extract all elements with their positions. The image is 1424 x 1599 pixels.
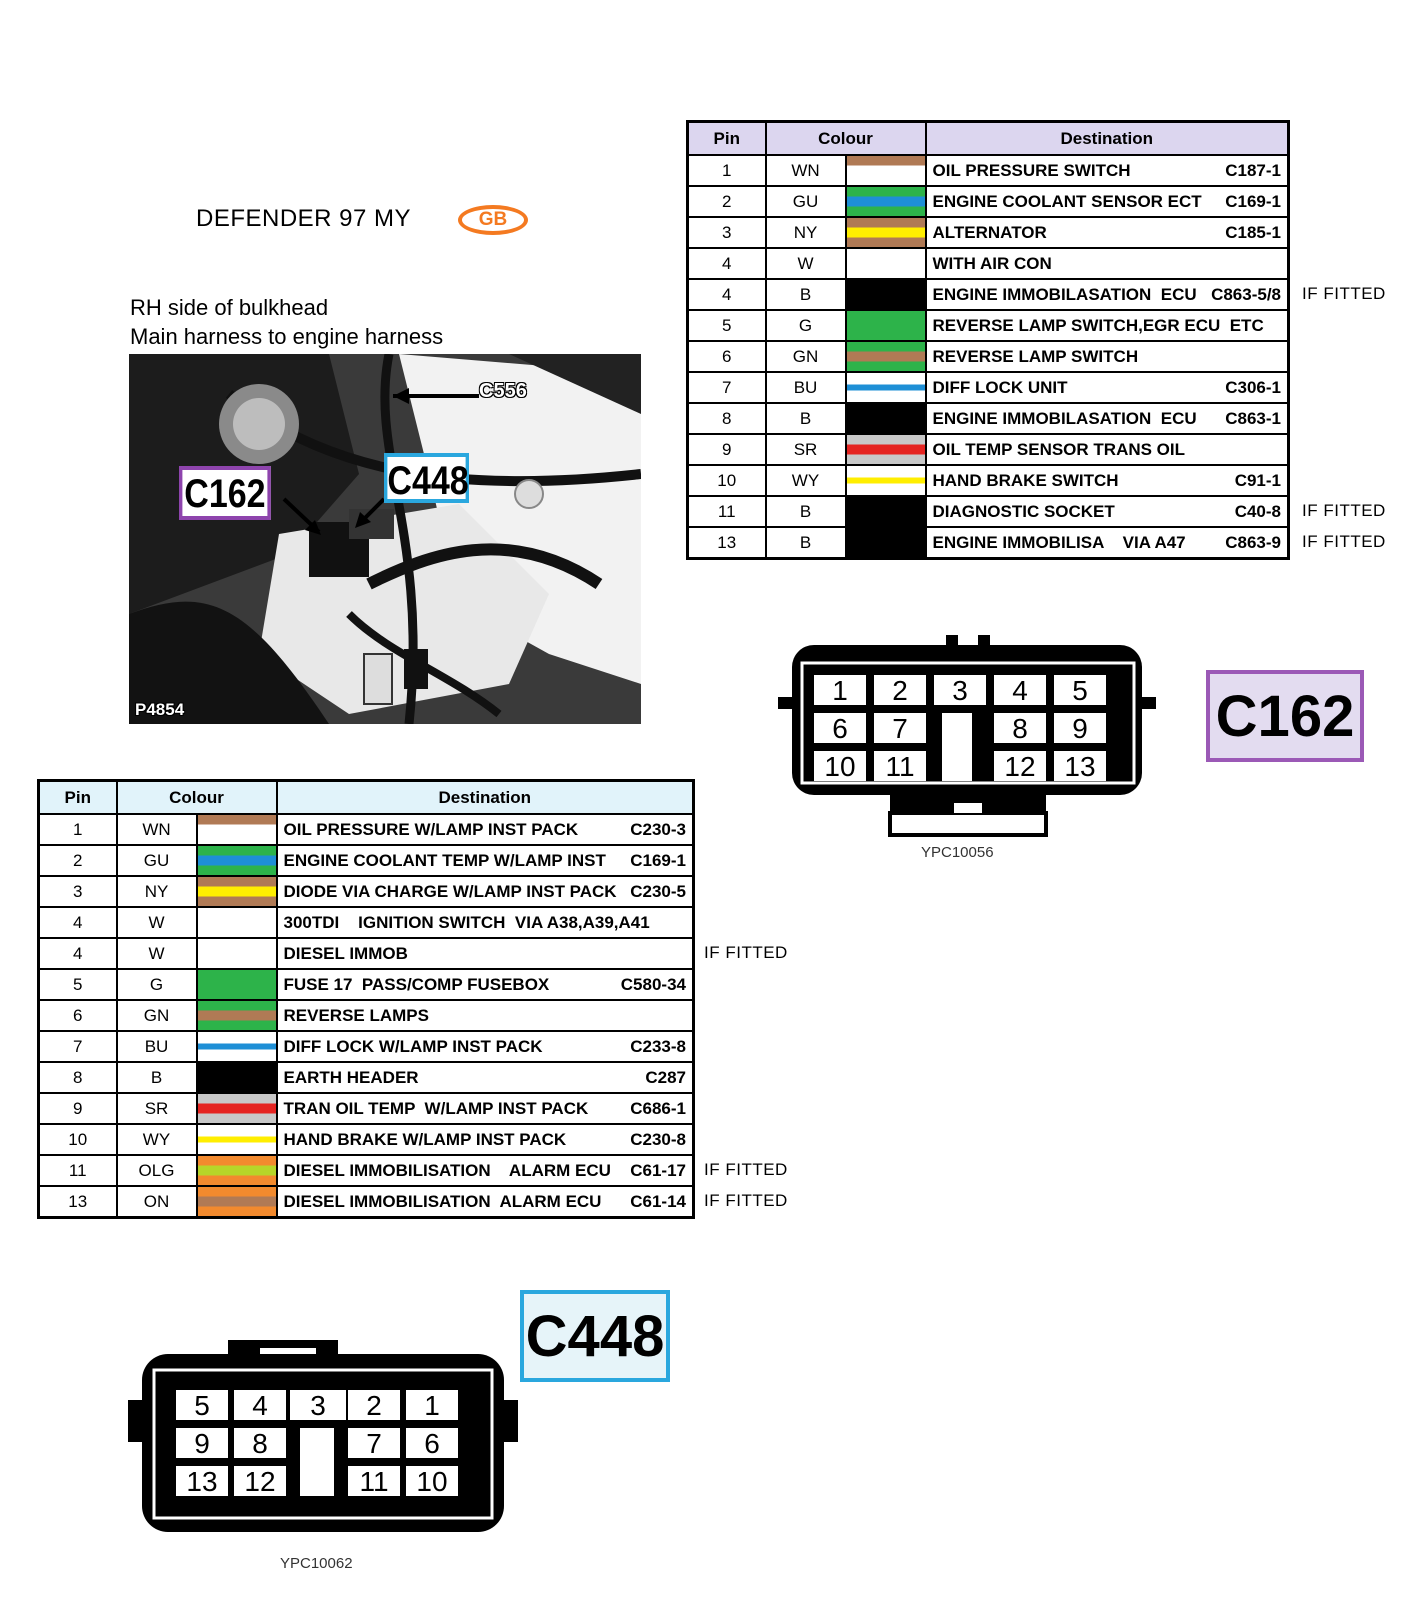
table-row <box>688 465 1289 496</box>
pin-header: Pin <box>39 781 117 815</box>
destination-text: WITH AIR CON <box>932 253 1052 273</box>
destination-text: DIAGNOSTIC SOCKET <box>932 501 1115 521</box>
table-row <box>39 969 694 1000</box>
pin-number: 6 <box>39 1000 117 1031</box>
pin-number: 4 <box>39 907 117 938</box>
table-row <box>688 403 1289 434</box>
wire-colour-code: GN <box>117 1000 197 1031</box>
connector-pin-number: 4 <box>252 1390 268 1421</box>
wire-colour-code: W <box>766 248 846 279</box>
destination-cell <box>926 310 1289 341</box>
connector-pin-number: 12 <box>1004 751 1036 782</box>
c162-pin-table <box>686 120 1290 560</box>
destination-cell <box>277 1155 694 1186</box>
destination-text: FUSE 17 PASS/COMP FUSEBOX <box>283 974 550 994</box>
destination-connector-ref: C187-1 <box>1225 160 1281 180</box>
table-row <box>39 845 694 876</box>
connector-pin-number: 6 <box>424 1428 440 1459</box>
table-row <box>688 186 1289 217</box>
pin-number: 8 <box>39 1062 117 1093</box>
destination-text: EARTH HEADER <box>283 1067 419 1087</box>
table-row <box>688 496 1289 527</box>
destination-cell <box>277 907 694 938</box>
wire-colour-code: ON <box>117 1186 197 1218</box>
destination-connector-ref: C61-17 <box>630 1160 686 1180</box>
connector-pin-number: 8 <box>1012 713 1028 744</box>
pin-number: 13 <box>688 527 766 559</box>
destination-cell <box>277 1093 694 1124</box>
wire-colour-code: WY <box>766 465 846 496</box>
pin-number: 9 <box>39 1093 117 1124</box>
wire-colour-code: G <box>117 969 197 1000</box>
destination-cell <box>277 938 694 969</box>
wire-colour-code: B <box>766 496 846 527</box>
wire-colour-swatch <box>197 1186 277 1218</box>
connector-pin-number: 11 <box>885 751 915 782</box>
wire-colour-swatch <box>197 1155 277 1186</box>
wire-colour-code: W <box>117 938 197 969</box>
connector-pin-number: 7 <box>892 713 908 744</box>
destination-cell <box>277 969 694 1000</box>
pin-number: 10 <box>39 1124 117 1155</box>
c162-part-number: YPC10056 <box>921 844 994 861</box>
wire-colour-code: B <box>766 403 846 434</box>
table-row <box>688 217 1289 248</box>
pin-number: 7 <box>39 1031 117 1062</box>
c448-center-slot <box>300 1428 334 1496</box>
destination-connector-ref: C233-8 <box>630 1036 686 1056</box>
connector-pin-number: 9 <box>194 1428 210 1459</box>
wire-colour-swatch <box>197 969 277 1000</box>
connector-pin-number: 1 <box>424 1390 440 1421</box>
pin-number: 7 <box>688 372 766 403</box>
wire-colour-code: WN <box>766 155 846 186</box>
wire-colour-swatch <box>197 876 277 907</box>
location-line-2: Main harness to engine harness <box>130 324 444 349</box>
destination-connector-ref: C863-1 <box>1225 408 1281 428</box>
wire-colour-code: BU <box>117 1031 197 1062</box>
destination-cell <box>277 814 694 845</box>
destination-connector-ref: C287 <box>645 1067 686 1087</box>
table-row <box>688 248 1289 279</box>
destination-text: DIESEL IMMOBILISATION ALARM ECU <box>283 1160 611 1180</box>
destination-cell <box>277 1062 694 1093</box>
wire-colour-code: BU <box>766 372 846 403</box>
c448-connector-face <box>128 1340 518 1550</box>
connector-pin-number: 8 <box>252 1428 268 1459</box>
destination-cell <box>277 845 694 876</box>
connector-pin-number: 10 <box>416 1466 448 1497</box>
connector-pin-number: 13 <box>1064 751 1096 782</box>
table-row <box>688 310 1289 341</box>
destination-text: ALTERNATOR <box>932 222 1047 242</box>
table-row <box>39 876 694 907</box>
wire-colour-swatch <box>846 217 926 248</box>
destination-text: ENGINE IMMOBILISA VIA A47 <box>932 532 1186 552</box>
wire-colour-swatch <box>846 434 926 465</box>
destination-text: REVERSE LAMP SWITCH <box>932 346 1139 366</box>
destination-cell <box>277 1124 694 1155</box>
wire-colour-code: W <box>117 907 197 938</box>
table-row <box>39 1155 694 1186</box>
photo-reference: P4854 <box>135 700 185 719</box>
destination-text: ENGINE COOLANT TEMP W/LAMP INST <box>283 850 606 870</box>
wire-colour-swatch <box>846 248 926 279</box>
wire-colour-code: NY <box>766 217 846 248</box>
wire-colour-code: G <box>766 310 846 341</box>
photo-label-c448: C448 <box>384 453 469 503</box>
pin-number: 5 <box>39 969 117 1000</box>
table-row <box>688 434 1289 465</box>
if-fitted-note: IF FITTED <box>1302 284 1386 303</box>
wire-colour-swatch <box>197 1000 277 1031</box>
destination-cell <box>926 217 1289 248</box>
destination-header: Destination <box>277 781 694 815</box>
destination-cell <box>277 1031 694 1062</box>
destination-connector-ref: C61-14 <box>630 1191 686 1211</box>
destination-connector-ref: C863-5/8 <box>1211 284 1281 304</box>
destination-connector-ref: C230-3 <box>630 819 686 839</box>
wire-colour-swatch <box>197 1062 277 1093</box>
wire-colour-code: WY <box>117 1124 197 1155</box>
destination-connector-ref: C91-1 <box>1234 470 1281 490</box>
table-row <box>39 1031 694 1062</box>
if-fitted-note: IF FITTED <box>704 943 788 962</box>
connector-pin-number: 4 <box>1012 675 1028 706</box>
table-row <box>39 1124 694 1155</box>
destination-text: ENGINE COOLANT SENSOR ECT <box>932 191 1202 211</box>
photo-label-c556: C556 <box>479 380 527 402</box>
destination-connector-ref: C169-1 <box>630 850 686 870</box>
wire-colour-code: GU <box>766 186 846 217</box>
c162-connector-face <box>778 635 1158 845</box>
destination-text: REVERSE LAMP SWITCH,EGR ECU ETC <box>932 315 1264 335</box>
connector-pin-number: 11 <box>359 1466 389 1497</box>
destination-text: REVERSE LAMPS <box>283 1005 429 1025</box>
table-row <box>39 1186 694 1218</box>
if-fitted-note: IF FITTED <box>704 1191 788 1210</box>
table-row <box>688 341 1289 372</box>
connector-pin-number: 7 <box>366 1428 382 1459</box>
connector-pin-number: 3 <box>310 1390 326 1421</box>
destination-cell <box>926 186 1289 217</box>
wire-colour-swatch <box>846 341 926 372</box>
pin-number: 1 <box>39 814 117 845</box>
pin-number: 3 <box>688 217 766 248</box>
destination-cell <box>926 496 1289 527</box>
table-row <box>39 1062 694 1093</box>
wire-colour-swatch <box>197 938 277 969</box>
wire-colour-swatch <box>846 279 926 310</box>
pin-number: 9 <box>688 434 766 465</box>
destination-text: ENGINE IMMOBILASATION ECU <box>932 408 1197 428</box>
pin-header: Pin <box>688 122 766 156</box>
destination-cell <box>277 1000 694 1031</box>
destination-text: HAND BRAKE W/LAMP INST PACK <box>283 1129 567 1149</box>
table-row <box>688 155 1289 186</box>
page-title: DEFENDER 97 MY <box>196 205 412 232</box>
wire-colour-swatch <box>197 1124 277 1155</box>
wire-colour-swatch <box>197 907 277 938</box>
destination-text: OIL PRESSURE SWITCH <box>932 160 1131 180</box>
location-line-1: RH side of bulkhead <box>130 295 329 320</box>
wire-colour-swatch <box>846 186 926 217</box>
destination-connector-ref: C230-8 <box>630 1129 686 1149</box>
connector-pin-number: 3 <box>952 675 968 706</box>
pin-number: 11 <box>688 496 766 527</box>
c448-connector-label: C448 <box>520 1290 670 1382</box>
pin-number: 13 <box>39 1186 117 1218</box>
table-row <box>688 279 1289 310</box>
connector-pin-number: 10 <box>824 751 856 782</box>
wire-colour-swatch <box>846 496 926 527</box>
pin-number: 6 <box>688 341 766 372</box>
table-row <box>39 814 694 845</box>
wire-colour-code: WN <box>117 814 197 845</box>
wire-colour-swatch <box>846 403 926 434</box>
table-row <box>688 372 1289 403</box>
pin-number: 3 <box>39 876 117 907</box>
connector-pin-number: 2 <box>892 675 908 706</box>
wire-colour-swatch <box>197 1093 277 1124</box>
pin-number: 2 <box>39 845 117 876</box>
photo-label-c162: C162 <box>179 466 271 520</box>
destination-connector-ref: C863-9 <box>1225 532 1281 552</box>
pin-number: 5 <box>688 310 766 341</box>
table-row <box>688 527 1289 559</box>
wire-colour-code: OLG <box>117 1155 197 1186</box>
table-header-row <box>39 781 694 815</box>
destination-connector-ref: C40-8 <box>1234 501 1281 521</box>
destination-connector-ref: C185-1 <box>1225 222 1281 242</box>
destination-cell <box>926 341 1289 372</box>
table-header-row <box>688 122 1289 156</box>
wire-colour-code: B <box>117 1062 197 1093</box>
destination-cell <box>926 403 1289 434</box>
destination-cell <box>277 876 694 907</box>
colour-header: Colour <box>766 122 926 156</box>
table-row <box>39 907 694 938</box>
destination-cell <box>926 434 1289 465</box>
destination-text: DIFF LOCK W/LAMP INST PACK <box>283 1036 543 1056</box>
destination-cell <box>926 279 1289 310</box>
destination-text: DIESEL IMMOB <box>283 943 408 963</box>
destination-connector-ref: C230-5 <box>630 881 686 901</box>
wire-colour-swatch <box>846 372 926 403</box>
wire-colour-swatch <box>197 1031 277 1062</box>
destination-text: TRAN OIL TEMP W/LAMP INST PACK <box>283 1098 589 1118</box>
wire-colour-swatch <box>846 155 926 186</box>
destination-connector-ref: C686-1 <box>630 1098 686 1118</box>
destination-cell <box>926 155 1289 186</box>
c448-pin-table <box>37 779 695 1219</box>
wire-colour-code: GN <box>766 341 846 372</box>
pin-number: 4 <box>39 938 117 969</box>
wire-colour-code: B <box>766 279 846 310</box>
if-fitted-note: IF FITTED <box>704 1160 788 1179</box>
wire-colour-code: SR <box>766 434 846 465</box>
destination-header: Destination <box>926 122 1289 156</box>
if-fitted-note: IF FITTED <box>1302 532 1386 551</box>
destination-cell <box>926 372 1289 403</box>
destination-cell <box>926 248 1289 279</box>
connector-pin-number: 12 <box>244 1466 276 1497</box>
destination-text: OIL TEMP SENSOR TRANS OIL <box>932 439 1186 459</box>
table-row <box>39 1000 694 1031</box>
connector-pin-number: 9 <box>1072 713 1088 744</box>
bulkhead-photo <box>129 354 641 724</box>
wire-colour-code: SR <box>117 1093 197 1124</box>
wire-colour-swatch <box>846 465 926 496</box>
bulkhead-photo-drawing <box>129 354 641 724</box>
table-row <box>39 938 694 969</box>
wire-colour-code: NY <box>117 876 197 907</box>
destination-text: OIL PRESSURE W/LAMP INST PACK <box>283 819 579 839</box>
wire-colour-swatch <box>846 310 926 341</box>
destination-connector-ref: C306-1 <box>1225 377 1281 397</box>
destination-cell <box>277 1186 694 1218</box>
c448-part-number: YPC10062 <box>280 1555 353 1572</box>
wire-colour-swatch <box>846 527 926 559</box>
table-row <box>39 1093 694 1124</box>
pin-number: 8 <box>688 403 766 434</box>
wire-colour-code: B <box>766 527 846 559</box>
destination-text: HAND BRAKE SWITCH <box>932 470 1119 490</box>
pin-number: 4 <box>688 248 766 279</box>
destination-text: ENGINE IMMOBILASATION ECU <box>932 284 1197 304</box>
pin-number: 4 <box>688 279 766 310</box>
destination-cell <box>926 527 1289 559</box>
connector-pin-number: 6 <box>832 713 848 744</box>
c162-connector-label: C162 <box>1206 670 1364 762</box>
connector-pin-number: 5 <box>1072 675 1088 706</box>
pin-number: 10 <box>688 465 766 496</box>
destination-connector-ref: C580-34 <box>620 974 686 994</box>
connector-pin-number: 2 <box>366 1390 382 1421</box>
connector-pin-number: 13 <box>186 1466 218 1497</box>
destination-connector-ref: C169-1 <box>1225 191 1281 211</box>
destination-text: DIODE VIA CHARGE W/LAMP INST PACK <box>283 881 617 901</box>
wire-colour-swatch <box>197 845 277 876</box>
pin-number: 1 <box>688 155 766 186</box>
pin-number: 11 <box>39 1155 117 1186</box>
connector-pin-number: 1 <box>832 675 848 706</box>
destination-text: DIESEL IMMOBILISATION ALARM ECU <box>283 1191 602 1211</box>
destination-cell <box>926 465 1289 496</box>
c162-center-slot <box>942 713 972 781</box>
pin-number: 2 <box>688 186 766 217</box>
destination-text: DIFF LOCK UNIT <box>932 377 1068 397</box>
wire-colour-swatch <box>197 814 277 845</box>
destination-text: 300TDI IGNITION SWITCH VIA A38,A39,A41 <box>283 912 650 932</box>
if-fitted-note: IF FITTED <box>1302 501 1386 520</box>
colour-header: Colour <box>117 781 277 815</box>
gb-market-badge: GB <box>458 205 528 235</box>
connector-pin-number: 5 <box>194 1390 210 1421</box>
wire-colour-code: GU <box>117 845 197 876</box>
